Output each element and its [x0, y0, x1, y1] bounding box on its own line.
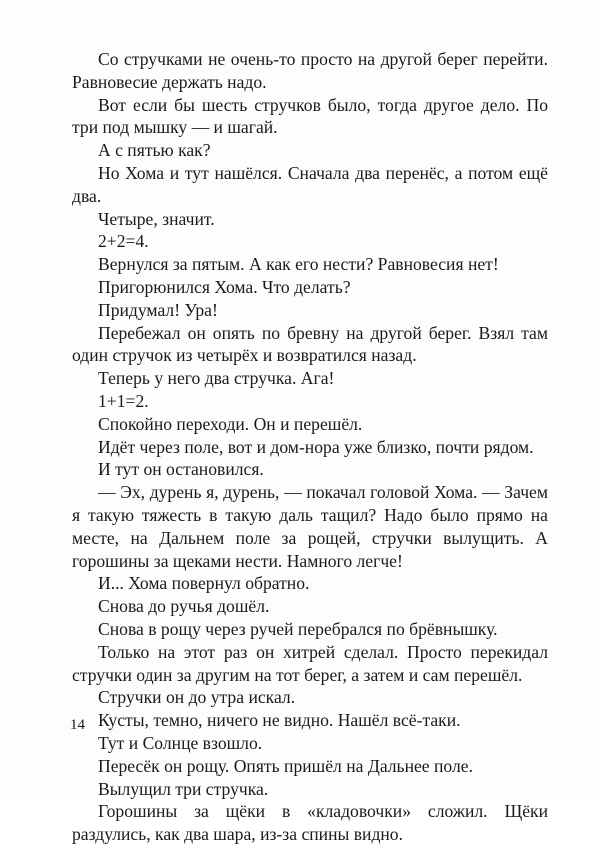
paragraph: Только на этот раз он хитрей сделал. Просто перекидал стручки один за другим на тот берег, а затем и сам перешёл. [72, 641, 548, 685]
paragraph: 2+2=4. [98, 231, 149, 252]
paragraph: Теперь у него два стручка. Ага! [98, 368, 335, 389]
paragraph: А с пятью как? [98, 140, 211, 161]
paragraph: Идёт через поле, вот и дом-нора уже близко, почти рядом. [98, 436, 534, 457]
paragraph: Перебежал он опять по бревну на другой берег. Взял там один стручок из четырёх и возвратился назад. [72, 322, 548, 366]
paragraph: Тут и Солнце взошло. [98, 732, 263, 753]
paragraph: Стручки он до утра искал. [98, 687, 296, 708]
paragraph: Снова до ручья дошёл. [98, 596, 270, 617]
paragraph: Спокойно переходи. Он и перешёл. [98, 413, 363, 434]
paragraph: Придумал! Ура! [98, 299, 218, 320]
paragraph: Снова в рощу через ручей перебрался по брёвнышку. [98, 618, 498, 639]
paragraph: Кусты, темно, ничего не видно. Нашёл всё-таки. [98, 710, 461, 731]
paragraph: Вот если бы шесть стручков было, тогда другое дело. По три под мышку — и шагай. [72, 94, 548, 138]
paragraph: Пригорюнился Хома. Что делать? [98, 276, 351, 297]
paragraph: Горошины за щёки в «кладовочки» сложил. Щёки раздулись, как два шара, из-за спины видно. [72, 801, 548, 845]
paragraph: Четыре, значит. [98, 208, 215, 229]
paragraph: Вернулся за пятым. А как его нести? Равновесия нет! [98, 254, 499, 275]
paragraph: И... Хома повернул обратно. [98, 573, 310, 594]
story-text [72, 48, 548, 846]
paragraph: Пересёк он рощу. Опять пришёл на Дальнее поле. [98, 755, 473, 776]
paragraph: Вылущил три стручка. [98, 778, 269, 799]
paragraph: Со стручками не очень-то просто на другой берег перейти. Равновесие держать надо. [72, 49, 548, 92]
paragraph: — Эх, дурень я, дурень, — покачал головой Хома. — Зачем я такую тяжесть в такую даль тащил? Надо было прямо на месте, на Дальнем поле за рощей, стручки вылущить. А горошины за щеками нести. Намного легче! [72, 482, 548, 571]
paragraph: И тут он остановился. [98, 459, 264, 480]
paragraph: Но Хома и тут нашёлся. Сначала два перенёс, а потом ещё два. [72, 162, 548, 206]
paragraph: 1+1=2. [98, 390, 149, 411]
page-number: 14 [70, 717, 85, 733]
